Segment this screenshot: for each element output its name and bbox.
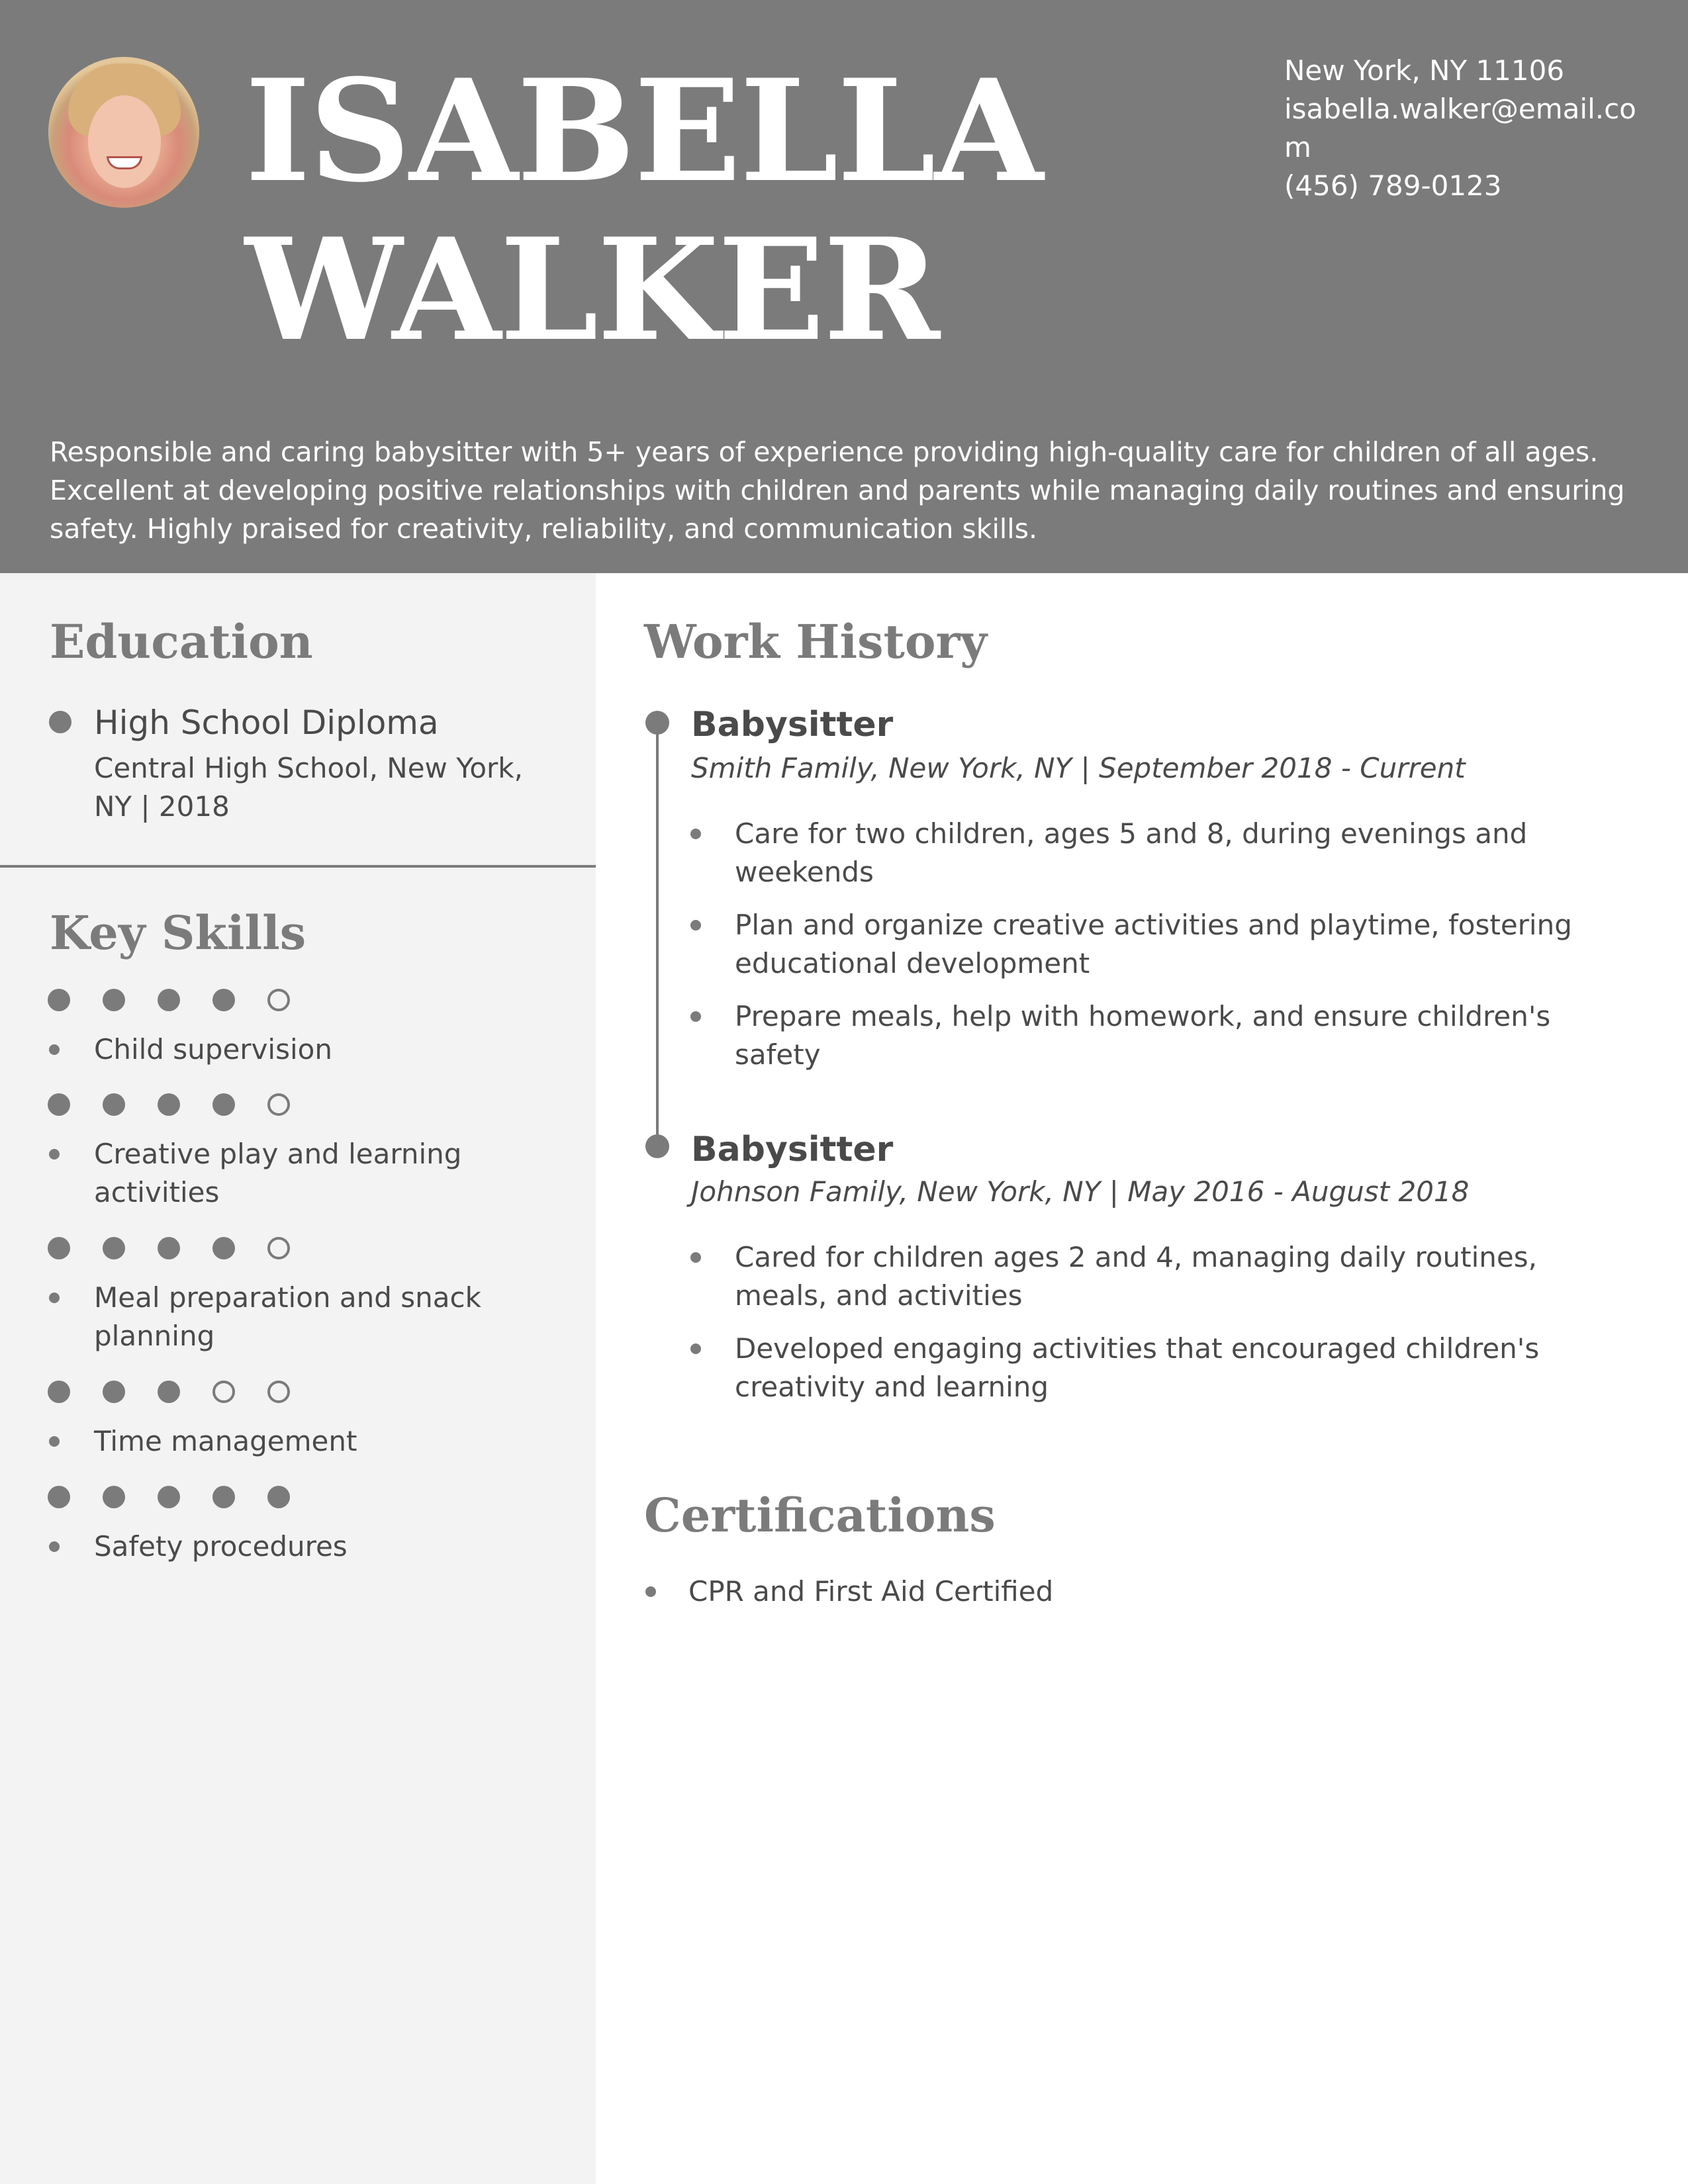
rating-dot-filled <box>158 1486 180 1508</box>
sidebar-divider <box>0 865 596 868</box>
job-bullet <box>690 920 701 931</box>
job-bullet <box>690 829 701 839</box>
contact-info <box>1284 52 1655 205</box>
job-meta: Johnson Family, New York, NY | May 2016 - August 2018 <box>691 1175 1470 1208</box>
skill-label: Creative play and learning activities <box>94 1138 462 1208</box>
job-bullet <box>690 1011 701 1022</box>
job-title: Babysitter <box>691 705 894 745</box>
skills-heading: Key Skills <box>50 905 306 960</box>
rating-dot-filled <box>48 1486 70 1508</box>
rating-dot-filled <box>103 1486 125 1508</box>
rating-dot-filled <box>158 1093 180 1116</box>
work-history-heading: Work History <box>644 614 988 669</box>
timeline-line <box>656 721 659 1145</box>
skill-label: Child supervision <box>94 1033 332 1066</box>
rating-dot-filled <box>48 1237 70 1259</box>
job-bullet-text: Prepare meals, help with homework, and ensure children's safety <box>735 1000 1551 1071</box>
education-bullet <box>49 711 71 733</box>
rating-dot-empty <box>267 1381 290 1403</box>
skill-bullet <box>49 1541 60 1552</box>
rating-dot-filled <box>103 1381 125 1403</box>
rating-dot-filled <box>158 1381 180 1403</box>
education-heading: Education <box>50 614 313 669</box>
rating-dot-empty <box>267 1237 290 1259</box>
rating-dot-filled <box>48 1381 70 1403</box>
job-bullet-text: Cared for children ages 2 and 4, managing daily routines, meals, and activities <box>735 1241 1537 1312</box>
skill-label: Meal preparation and snack planning <box>94 1281 481 1352</box>
contact-phone[interactable]: (456) 789-0123 <box>1284 169 1502 202</box>
job-bullet <box>690 1343 701 1354</box>
certifications-heading: Certifications <box>644 1488 996 1543</box>
job-bullet-text: Developed engaging activities that encouraged children's creativity and learning <box>735 1332 1540 1403</box>
job-meta: Smith Family, New York, NY | September 2018 - Current <box>691 752 1466 784</box>
rating-dot-empty <box>267 1093 290 1116</box>
candidate-name <box>245 48 1043 372</box>
rating-dot-filled <box>267 1486 290 1508</box>
timeline-dot <box>645 711 669 735</box>
rating-dot-filled <box>212 1486 235 1508</box>
cert-bullet <box>645 1586 656 1597</box>
job-bullet <box>690 1252 701 1263</box>
skill-bullet <box>49 1293 60 1303</box>
skill-bullet <box>49 1436 60 1447</box>
rating-dot-filled <box>48 1093 70 1116</box>
rating-dot-filled <box>158 1237 180 1259</box>
job-bullet-text: Care for two children, ages 5 and 8, during evenings and weekends <box>735 817 1528 888</box>
rating-dot-filled <box>158 989 180 1011</box>
rating-dot-filled <box>212 1237 235 1259</box>
contact-location: New York, NY 11106 <box>1284 54 1565 87</box>
photo-face <box>88 95 161 188</box>
skill-bullet <box>49 1044 60 1055</box>
professional-summary: Responsible and caring babysitter with 5+ years of experience providing high-quality care for children of all ages. Excellent at developing positive relationships with children and parents while managing daily routines and ensuring safety. Highly praised for creativity, reliability, and communication skills. <box>50 436 1625 545</box>
contact-email[interactable]: isabella.walker@email.com <box>1284 93 1636 163</box>
cert-item: CPR and First Aid Certified <box>688 1575 1054 1608</box>
rating-dot-filled <box>103 1093 125 1116</box>
resume-header <box>0 0 1688 573</box>
job-bullet-text: Plan and organize creative activities and playtime, fostering educational development <box>735 909 1572 979</box>
skill-bullet <box>49 1149 60 1160</box>
job-title: Babysitter <box>691 1130 894 1169</box>
rating-dot-empty <box>212 1381 235 1403</box>
rating-dot-filled <box>212 1093 235 1116</box>
rating-dot-filled <box>103 989 125 1011</box>
rating-dot-filled <box>48 989 70 1011</box>
education-degree: High School Diploma <box>94 704 439 742</box>
skill-label: Safety procedures <box>94 1530 348 1563</box>
timeline-dot <box>645 1134 669 1158</box>
last-name: WALKER <box>245 207 939 372</box>
education-detail: Central High School, New York, NY | 2018 <box>94 752 523 823</box>
profile-photo <box>48 57 199 208</box>
first-name: ISABELLA <box>245 48 1043 213</box>
rating-dot-empty <box>267 989 290 1011</box>
rating-dot-filled <box>212 989 235 1011</box>
rating-dot-filled <box>103 1237 125 1259</box>
skill-label: Time management <box>94 1425 357 1457</box>
